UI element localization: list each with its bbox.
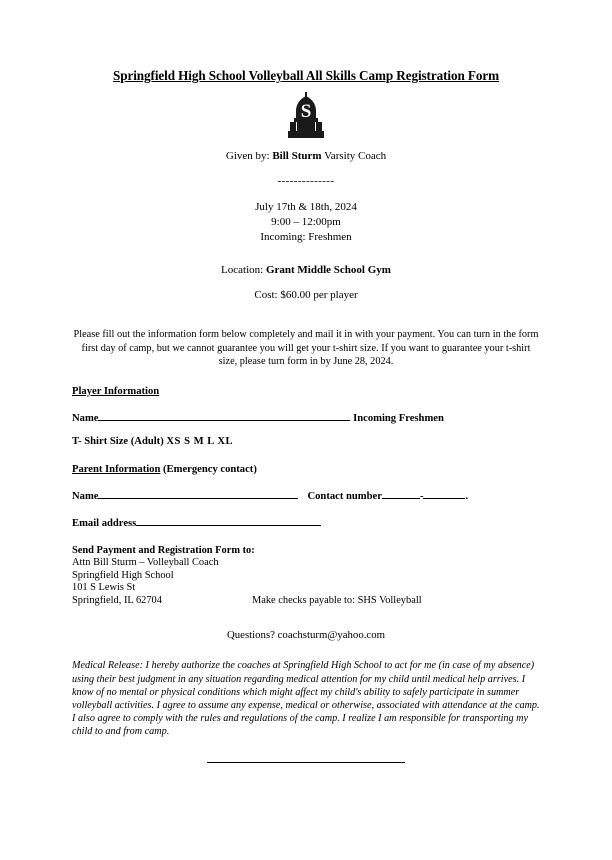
contact-number-label: Contact number: [307, 490, 382, 502]
coach-role: Varsity Coach: [321, 150, 387, 162]
tshirt-size-label: T- Shirt Size (Adult): [72, 435, 164, 447]
make-checks-payable-note: Make checks payable to: SHS Volleyball: [252, 594, 422, 606]
questions-contact-line: Questions? coachsturm@yahoo.com: [226, 629, 386, 642]
coach-name: Bill Sturm: [272, 150, 322, 162]
springfield-capitol-dome-s-logo-icon: [284, 92, 328, 143]
instructions-paragraph: Please fill out the information form below completely and mail it in with your payment. You can turn in the form first day of camp, but we cannot guarantee you will get your t-shirt size. If you want to guarantee your t-shirt size, please turn form in by June 28, 2024.: [73, 329, 539, 367]
medical-release-paragraph: Medical Release: I hereby authorize the coaches at Springfield High School to act for me (in case of my absence) using their best judgment in any situation regarding medical attention for my child until medical help arrives. I know of no mental or physical conditions which might affect my child's ability to safely participate in summer volleyball activities. I agree to assume any expense, medical or otherwise, associated with attendance at the camp. I also agree to comply with the rules and regulations of the camp. I realize I am responsible for transporting my child to and from camp.: [72, 660, 540, 738]
svg-text:S: S: [300, 101, 312, 122]
payment-street: 101 S Lewis St: [72, 582, 136, 594]
given-by-prefix: Given by:: [225, 150, 273, 162]
email-address-label: Email address: [72, 517, 137, 529]
email-address-row: [72, 514, 540, 529]
payment-section: [72, 545, 540, 608]
contact-number-line-input[interactable]: [423, 487, 465, 499]
camp-times: 9:00 – 12:00pm: [271, 216, 341, 228]
contact-number-area-input[interactable]: [382, 487, 420, 499]
location-value: Grant Middle School Gym: [265, 264, 391, 276]
signature-line[interactable]: [207, 761, 405, 763]
dashed-separator: --------------: [277, 175, 335, 187]
parent-information-heading-text: Parent Information: [72, 463, 161, 475]
cost-line: Cost: $60.00 per player: [254, 289, 358, 301]
email-address-input[interactable]: [136, 514, 321, 526]
player-name-label: Name: [72, 412, 99, 424]
contact-number-dash: -: [419, 490, 424, 502]
parent-information-heading: [72, 464, 540, 475]
payment-heading: Send Payment and Registration Form to:: [72, 544, 255, 556]
parent-name-row: [72, 487, 540, 502]
given-by-line: [72, 150, 540, 162]
signature-area: [72, 755, 540, 766]
contact-number-period: .: [465, 490, 469, 502]
parent-name-input[interactable]: [98, 487, 298, 499]
payment-city-line: [72, 595, 540, 608]
payment-city-state-zip: Springfield, IL 62704: [72, 594, 162, 606]
payment-attn: Attn Bill Sturm – Volleyball Coach: [72, 557, 219, 569]
logo-container: [72, 92, 540, 140]
tshirt-size-options[interactable]: XS S M L XL: [166, 435, 234, 447]
player-name-input[interactable]: [98, 409, 350, 421]
parent-information-heading-suffix: (Emergency contact): [160, 463, 257, 475]
parent-name-label: Name: [72, 490, 99, 502]
player-name-suffix: Incoming Freshmen: [350, 412, 444, 424]
location-label: Location:: [221, 264, 266, 276]
registration-form-page: [0, 68, 612, 860]
payment-school: Springfield High School: [72, 569, 174, 581]
player-name-row: [72, 409, 540, 424]
player-information-heading-text: Player Information: [72, 385, 160, 397]
player-information-heading: [72, 386, 540, 397]
camp-grade-level: Incoming: Freshmen: [260, 231, 352, 243]
camp-schedule: [72, 200, 540, 245]
page-title: Springfield High School Volleyball All Skills Camp Registration Form: [113, 68, 499, 83]
camp-dates: July 17th & 18th, 2024: [255, 201, 357, 213]
tshirt-size-row: [72, 436, 540, 447]
location-line: [72, 264, 540, 276]
